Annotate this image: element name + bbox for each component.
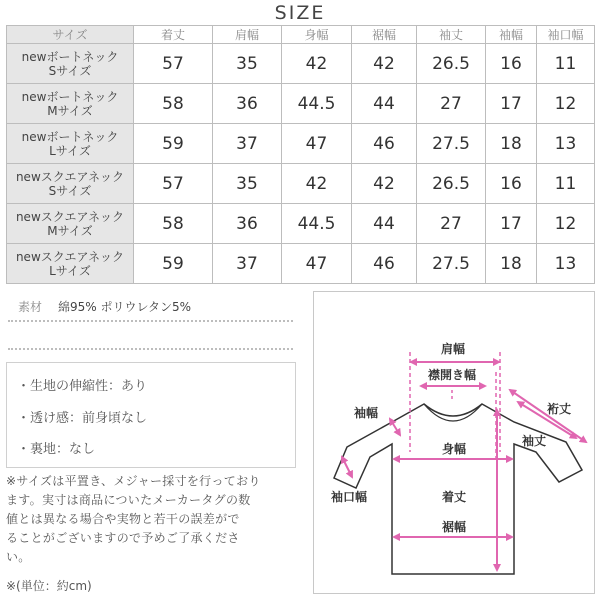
cell-hem-width: 46: [352, 244, 417, 284]
material-value: 綿95% ポリウレタン5%: [58, 300, 192, 314]
cell-cuff-width: 11: [537, 44, 595, 84]
cell-hem-width: 42: [352, 164, 417, 204]
cell-hem-width: 42: [352, 44, 417, 84]
table-row: [7, 244, 595, 284]
cell-shoulder: 37: [213, 244, 282, 284]
header-sleeve-length: 袖丈: [417, 26, 486, 44]
feature-sheerness: ・透け感：前身頃なし: [17, 411, 148, 426]
cell-sleeve-length: 26.5: [417, 164, 486, 204]
cell-sleeve-width: 17: [486, 204, 537, 244]
note-line: ※サイズは平置き、メジャー採寸を行っており: [6, 474, 261, 488]
cell-body-width: 42: [282, 44, 352, 84]
table-row: [7, 44, 595, 84]
feature-lining: ・裏地：なし: [17, 442, 96, 457]
cell-shoulder: 35: [213, 44, 282, 84]
cell-cuff-width: 12: [537, 204, 595, 244]
cell-shoulder: 35: [213, 164, 282, 204]
label-sleeve-width: 袖幅: [354, 406, 379, 420]
label-length: 着丈: [442, 490, 467, 504]
unit-note: ※(単位：約cm): [6, 579, 92, 593]
cell-body-width: 47: [282, 244, 352, 284]
cell-length: 58: [134, 84, 213, 124]
note-line: い。: [6, 550, 31, 564]
table-row: [7, 124, 595, 164]
label-shoulder: 肩幅: [441, 342, 466, 356]
fabric-features-box: [6, 362, 296, 468]
size-title: SIZE: [274, 2, 326, 24]
dotted-divider: [8, 320, 293, 322]
row-size: Lサイズ: [49, 143, 91, 158]
label-yuki: 裄丈: [547, 402, 572, 416]
row-model: newスクエアネック: [15, 249, 125, 264]
cell-shoulder: 36: [213, 204, 282, 244]
material-label: 素材: [18, 300, 43, 314]
cell-shoulder: 37: [213, 124, 282, 164]
cell-sleeve-width: 17: [486, 84, 537, 124]
cell-shoulder: 36: [213, 84, 282, 124]
row-size-name: [7, 44, 134, 84]
cell-hem-width: 44: [352, 84, 417, 124]
cell-sleeve-width: 18: [486, 244, 537, 284]
cell-sleeve-width: 16: [486, 44, 537, 84]
cell-sleeve-length: 27: [417, 84, 486, 124]
table-row: [7, 164, 595, 204]
cell-cuff-width: 13: [537, 124, 595, 164]
row-model: newボートネック: [21, 129, 119, 144]
feature-stretch: ・生地の伸縮性：あり: [17, 379, 148, 394]
cell-body-width: 47: [282, 124, 352, 164]
header-shoulder: 肩幅: [213, 26, 282, 44]
header-cuff-width: 袖口幅: [537, 26, 595, 44]
cell-hem-width: 44: [352, 204, 417, 244]
dotted-divider: [8, 348, 293, 350]
cell-length: 57: [134, 164, 213, 204]
cell-cuff-width: 11: [537, 164, 595, 204]
measurement-diagram: [313, 291, 595, 594]
row-size-name: [7, 204, 134, 244]
cell-sleeve-length: 27: [417, 204, 486, 244]
cell-body-width: 44.5: [282, 204, 352, 244]
cell-length: 59: [134, 124, 213, 164]
label-neck: 襟開き幅: [428, 368, 477, 382]
row-size: Lサイズ: [49, 263, 91, 278]
cell-sleeve-length: 26.5: [417, 44, 486, 84]
cell-sleeve-width: 18: [486, 124, 537, 164]
label-body-width: 身幅: [442, 442, 467, 456]
cell-cuff-width: 12: [537, 84, 595, 124]
label-hem: 裾幅: [442, 520, 467, 534]
row-model: newスクエアネック: [15, 169, 125, 184]
row-size: Mサイズ: [47, 103, 93, 118]
note-line: 値とは異なる場合や実物と若干の誤差がで: [6, 512, 240, 526]
cell-length: 57: [134, 44, 213, 84]
row-size: Mサイズ: [47, 223, 93, 238]
table-row: [7, 84, 595, 124]
header-body-width: 身幅: [282, 26, 352, 44]
header-hem-width: 裾幅: [352, 26, 417, 44]
cell-body-width: 44.5: [282, 84, 352, 124]
cell-sleeve-length: 27.5: [417, 244, 486, 284]
header-sleeve-width: 袖幅: [486, 26, 537, 44]
cell-hem-width: 46: [352, 124, 417, 164]
row-size-name: [7, 244, 134, 284]
material-info: [18, 298, 191, 315]
measurement-note: [6, 472, 298, 567]
row-model: newスクエアネック: [15, 209, 125, 224]
row-size-name: [7, 164, 134, 204]
row-model: newボートネック: [21, 49, 119, 64]
label-cuff: 袖口幅: [331, 490, 368, 504]
table-row: [7, 204, 595, 244]
header-length: 着丈: [134, 26, 213, 44]
header-size: サイズ: [7, 26, 134, 44]
cell-sleeve-width: 16: [486, 164, 537, 204]
cell-length: 59: [134, 244, 213, 284]
note-line: ることがございますので予めご了承くださ: [6, 531, 240, 545]
row-model: newボートネック: [21, 89, 119, 104]
table-header-row: [7, 26, 595, 44]
row-size: Sサイズ: [48, 183, 92, 198]
row-size-name: [7, 84, 134, 124]
row-size-name: [7, 124, 134, 164]
cell-length: 58: [134, 204, 213, 244]
cell-body-width: 42: [282, 164, 352, 204]
cell-cuff-width: 13: [537, 244, 595, 284]
label-sleeve-length: 袖丈: [522, 434, 547, 448]
note-line: ます。実寸は商品についたメーカータグの数: [6, 493, 251, 507]
row-size: Sサイズ: [48, 63, 92, 78]
size-table: [6, 25, 595, 284]
cell-sleeve-length: 27.5: [417, 124, 486, 164]
